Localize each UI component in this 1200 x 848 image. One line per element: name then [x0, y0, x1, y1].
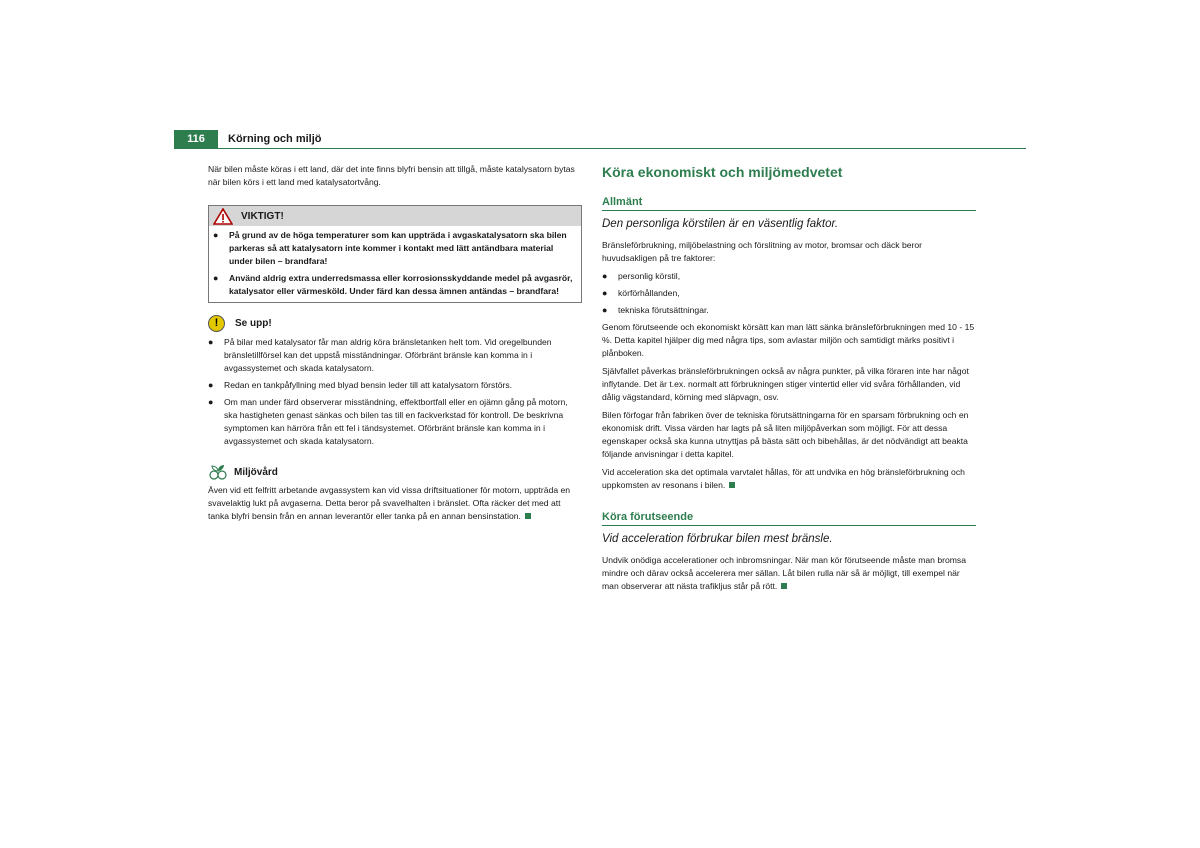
page-number: 116 — [174, 130, 218, 148]
chapter-title: Körning och miljö — [228, 133, 322, 145]
environment-title: Miljövård — [234, 466, 278, 478]
warning-box — [208, 205, 582, 303]
factor-item: ● tekniska förutsättningar. — [602, 305, 709, 315]
left-column — [208, 163, 582, 523]
section-subtitle-general: Den personliga körstilen är en väsentlig faktor. — [602, 218, 839, 230]
anticipate-text: Undvik onödiga accelerationer och inbromsningar. När man kör förutseende måste man bromsa mindre och därav också accelerera mer sällan. Låt bilen rulla när så är möjligt, till exempel när man observerar att nästa trafikljus står på rött. — [602, 555, 966, 591]
environment-leaf-icon — [208, 464, 228, 480]
warning-body — [209, 226, 581, 302]
end-marker-icon — [729, 482, 735, 488]
section-heading-general: Allmänt — [602, 195, 976, 211]
environment-section — [208, 464, 582, 523]
caution-item: ● Redan en tankpåfyllning med blyad bensin leder till att katalysatorn förstörs. — [208, 380, 513, 390]
caution-item: ● På bilar med katalysator får man aldrig köra bränsletanken helt tom. Vid oregelbunden bränsletillförsel kan det uppstå misständningar. Oförbränt bränsle kan komma in i avgassystemet och skada katalysatorn. — [208, 337, 552, 373]
caution-header — [208, 315, 582, 332]
general-paragraph: Vid acceleration ska det optimala varvtalet hållas, för att undvika en hög bränsleförbrukning och uppkomsten av resonans i bilen. — [602, 467, 965, 490]
end-marker-icon — [781, 583, 787, 589]
right-column — [602, 163, 976, 593]
intro-paragraph: När bilen måste köras i ett land, där det inte finns blyfri bensin att tillgå, måste katalysatorn bytas när bilen körs i ett land med katalysatortvång. — [208, 164, 575, 187]
caution-icon: ! — [208, 315, 225, 332]
warning-item: ● Använd aldrig extra underredsmassa eller korrosionsskyddande medel på avgasrör, katalysator eller värmesköld. Under färd kan dessa ämnen antändas – brandfara! — [213, 273, 573, 296]
end-marker-icon — [525, 513, 531, 519]
warning-item: ● På grund av de höga temperaturer som kan uppträda i avgaskatalysatorn ska bilen parkeras så att katalysatorn inte kommer i kontakt med lätt antändbara material under bilen – brandfara! — [213, 230, 567, 266]
general-intro: Bränsleförbrukning, miljöbelastning och förslitning av motor, bromsar och däck beror huvudsakligen på tre faktorer: — [602, 240, 923, 263]
environment-text: Även vid ett felfritt arbetande avgassystem kan vid vissa driftsituationer för motorn, uppträda en svavelaktig lukt på avgaserna. Detta beror på svavelhalten i bränslet. Ofta räcker det med att tanka blyfri bensin från en annan leverantör eller tanka på en annan bensinstation. — [208, 485, 571, 521]
caution-title: Se upp! — [235, 318, 272, 329]
warning-triangle-icon — [213, 208, 233, 225]
caution-section — [208, 315, 582, 448]
section-title: Köra ekonomiskt och miljömedvetet — [602, 164, 843, 180]
page-header — [174, 130, 1026, 149]
general-paragraph: Genom förutseende och ekonomiskt körsätt kan man lätt sänka bränsleförbrukningen med 10 - 15 %. Detta kapitel hjälper dig med några tips, som avlastar miljön och samtidigt märks positivt i plånboken. — [602, 322, 975, 358]
section-heading-anticipate: Köra förutseende — [602, 510, 976, 526]
section-subtitle-anticipate: Vid acceleration förbrukar bilen mest bränsle. — [602, 533, 833, 545]
general-paragraph: Självfallet påverkas bränsleförbrukningen också av några punkter, på vilka föraren inte har något inflytande. Det är t.ex. normalt att förbrukningen stiger vintertid eller vid svåra förhållanden, vid dålig vägstandard, körning med släpvagn, osv. — [602, 366, 969, 402]
caution-item: ● Om man under färd observerar misständning, effektbortfall eller en ojämn gång på motorn, ska hastigheten genast sänkas och bilen tas till en fackverkstad för kontroll. De beskrivna symptomen kan härröra från ett fel i tändsystemet. Oförbränt bränsle kan komma in i avgassystemet och skada katalysatorn. — [208, 397, 568, 446]
factor-item: ● personlig körstil, — [602, 271, 681, 281]
general-paragraph: Bilen förfogar från fabriken över de tekniska förutsättningarna för en sparsam förbrukning och en ekonomisk drift. Vissa värden har lagts på så liten miljöpåverkan som möjligt. För att dessa egenskaper också ska kunna utnyttjas på bästa sätt och bibehållas, är det nödvändigt att beakta följande anvisningar i detta kapitel. — [602, 410, 969, 459]
warning-title: VIKTIGT! — [241, 210, 284, 222]
factor-item: ● körförhållanden, — [602, 288, 680, 298]
environment-header — [208, 464, 582, 480]
warning-header — [209, 206, 581, 226]
